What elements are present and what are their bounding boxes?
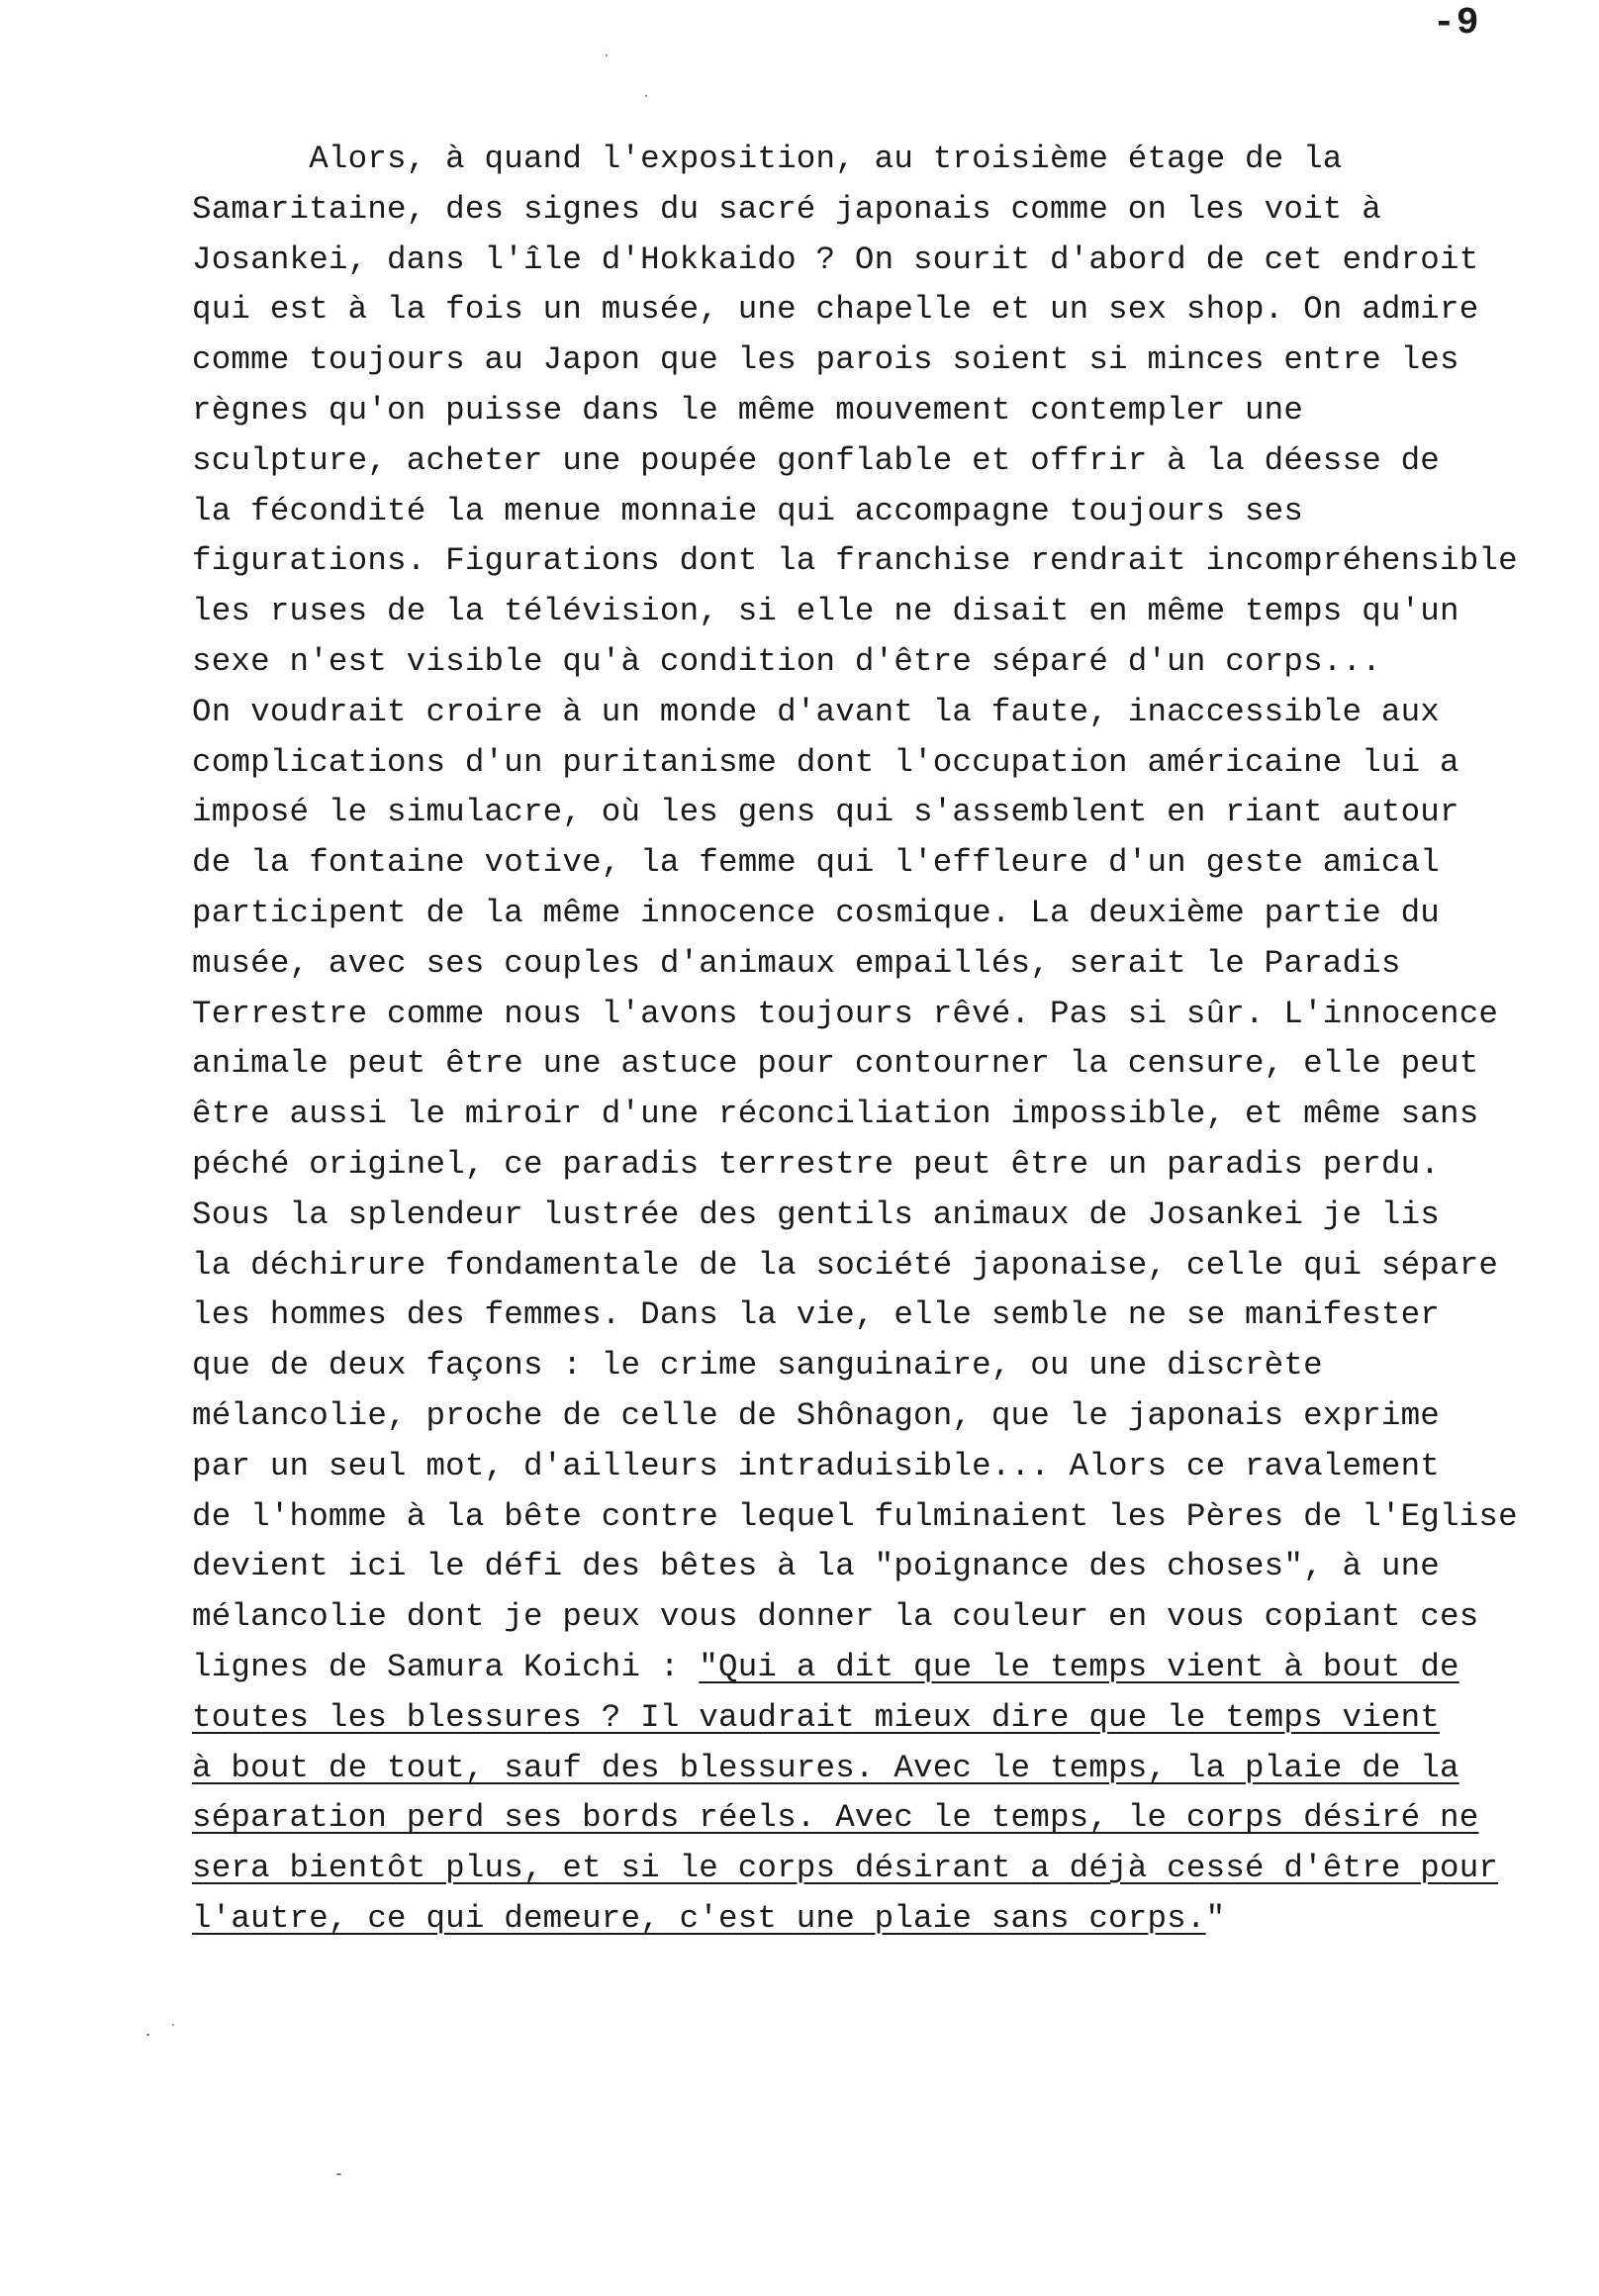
closing-quote-mark: " [1205, 1899, 1226, 1937]
line-text: Alors, à quand l'exposition, au troisième étage de la [192, 141, 1343, 177]
text-line [192, 536, 1599, 587]
text-line [192, 788, 1599, 838]
line-text: mélancolie, proche de celle de Shônagon, que le japonais exprime [192, 1396, 1441, 1434]
scan-speck [146, 2034, 149, 2036]
text-line [192, 1894, 1599, 1945]
line-text: Terrestre comme nous l'avons toujours rêvé. Pas si sûr. L'innocence [192, 995, 1499, 1032]
text-line [192, 1744, 1599, 1794]
text-line [192, 1241, 1599, 1292]
text-line [192, 688, 1599, 738]
scan-speck [606, 54, 608, 56]
text-line [192, 1291, 1599, 1341]
line-text: par un seul mot, d'ailleurs intraduisible... Alors ce ravalement [192, 1447, 1441, 1484]
line-text: comme toujours au Japon que les parois soient si minces entre les [192, 341, 1459, 379]
line-text: règnes qu'on puisse dans le même mouvement contempler une [192, 391, 1304, 429]
line-text: être aussi le miroir d'une réconciliation impossible, et même sans [192, 1096, 1479, 1133]
text-line [192, 185, 1599, 236]
line-text: imposé le simulacre, où les gens qui s'assemblent en riant autour [192, 794, 1459, 831]
line-text: participent de la même innocence cosmique. La deuxième partie du [192, 894, 1441, 931]
quote-text: séparation perd ses bords réels. Avec le temps, le corps désiré ne [192, 1799, 1479, 1837]
text-line [192, 1643, 1599, 1693]
line-text: qui est à la fois un musée, une chapelle et un sex shop. On admire [192, 291, 1479, 329]
text-line [192, 1793, 1599, 1844]
line-text: figurations. Figurations dont la franchise rendrait incompréhensible [192, 542, 1518, 580]
line-text: animale peut être une astuce pour contourner la censure, elle peut [192, 1045, 1479, 1083]
quote-text: toutes les blessures ? Il vaudrait mieux dire que le temps vient [192, 1698, 1441, 1736]
quote-text: l'autre, ce qui demeure, c'est une plaie sans corps. [192, 1899, 1206, 1937]
text-line [192, 1492, 1599, 1543]
text-line [192, 285, 1599, 335]
line-text: la fécondité la menue monnaie qui accompagne toujours ses [192, 492, 1304, 529]
text-line [192, 386, 1599, 436]
text-line [192, 1140, 1599, 1191]
text-line [192, 1191, 1599, 1241]
line-text: de l'homme à la bête contre lequel fulminaient les Pères de l'Eglise [192, 1497, 1518, 1535]
body-text [192, 135, 1599, 1945]
text-line [192, 1693, 1599, 1744]
line-text: complications d'un puritanisme dont l'occupation américaine lui a [192, 743, 1459, 781]
line-text: la déchirure fondamentale de la société japonaise, celle qui sépare [192, 1246, 1499, 1284]
line-text: lignes de Samura Koichi : [192, 1648, 700, 1685]
text-line [192, 738, 1599, 789]
line-text: Sous la splendeur lustrée des gentils animaux de Josankei je lis [192, 1196, 1441, 1233]
quote-text: à bout de tout, sauf des blessures. Avec le temps, la plaie de la [192, 1749, 1459, 1786]
line-text: Samaritaine, des signes du sacré japonais comme on les voit à [192, 190, 1381, 228]
line-text: sculpture, acheter une poupée gonflable et offrir à la déesse de [192, 441, 1441, 479]
text-line [192, 939, 1599, 990]
text-line [192, 1391, 1599, 1442]
text-line [192, 1592, 1599, 1643]
line-text: de la fontaine votive, la femme qui l'effleure d'un geste amical [192, 844, 1441, 882]
line-text: que de deux façons : le crime sanguinaire, ou une discrète [192, 1347, 1323, 1385]
quote-text: sera bientôt plus, et si le corps désirant a déjà cessé d'être pour [192, 1850, 1499, 1887]
text-line [192, 436, 1599, 487]
text-line [192, 990, 1599, 1040]
text-line [192, 487, 1599, 537]
text-line [192, 135, 1599, 185]
text-line [192, 1442, 1599, 1492]
line-text: Josankei, dans l'île d'Hokkaido ? On sourit d'abord de cet endroit [192, 240, 1479, 278]
text-line [192, 1542, 1599, 1592]
line-text: péché originel, ce paradis terrestre peut être un paradis perdu. [192, 1145, 1441, 1183]
scan-speck [172, 2024, 174, 2026]
text-line [192, 1039, 1599, 1090]
text-line [192, 236, 1599, 286]
line-text: On voudrait croire à un monde d'avant la faute, inaccessible aux [192, 693, 1441, 730]
line-text: les ruses de la télévision, si elle ne disait en même temps qu'un [192, 593, 1459, 630]
line-text: mélancolie dont je peux vous donner la couleur en vous copiant ces [192, 1598, 1479, 1636]
text-line [192, 838, 1599, 889]
text-line [192, 335, 1599, 386]
text-line [192, 637, 1599, 688]
text-line [192, 1341, 1599, 1391]
quote-text: "Qui a dit que le temps vient à bout de [699, 1648, 1459, 1685]
line-text: sexe n'est visible qu'à condition d'être séparé d'un corps... [192, 642, 1381, 680]
text-line [192, 1090, 1599, 1140]
line-text: musée, avec ses couples d'animaux empaillés, serait le Paradis [192, 944, 1401, 982]
text-line [192, 889, 1599, 939]
page-number: -9 [1433, 2, 1480, 45]
text-line [192, 587, 1599, 637]
scan-speck [336, 2173, 341, 2175]
scan-speck [645, 95, 647, 97]
line-text: devient ici le défi des bêtes à la "poignance des choses", à une [192, 1548, 1441, 1585]
line-text: les hommes des femmes. Dans la vie, elle semble ne se manifester [192, 1296, 1441, 1334]
text-line [192, 1844, 1599, 1894]
